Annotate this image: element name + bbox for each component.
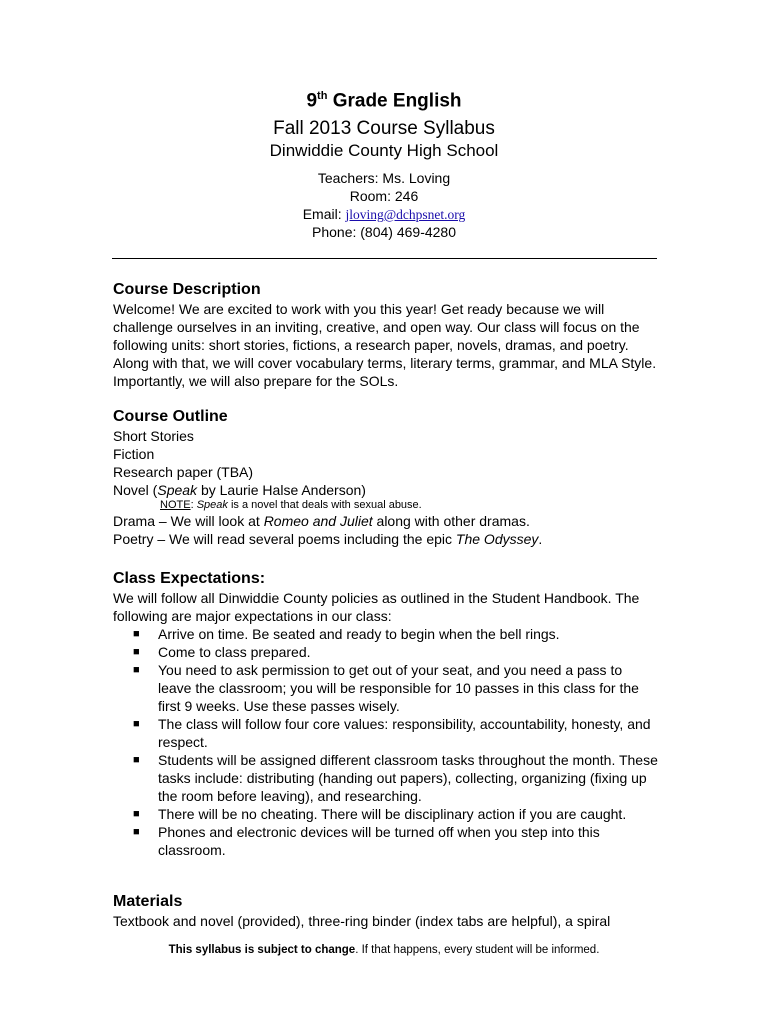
materials-text: Textbook and novel (provided), three-ring binder (index tabs are helpful), a spiral [113, 913, 611, 929]
room-line: Room: 246 [349, 188, 419, 204]
materials-heading: Materials [113, 893, 183, 910]
course-outline-section [113, 407, 658, 548]
footer-note: This syllabus is subject to change. If that happens, every student will be informed. [168, 944, 600, 956]
list-item: ■ Arrive on time. Be seated and ready to begin when the bell rings. [133, 626, 560, 642]
school-name: Dinwiddie County High School [269, 141, 499, 160]
outline-item: Short Stories [113, 428, 194, 444]
outline-item-drama: Drama – We will look at Romeo and Juliet along with other dramas. [113, 513, 530, 529]
outline-item: Research paper (TBA) [113, 464, 254, 480]
bullet-icon: ■ [133, 646, 140, 658]
teacher-line: Teachers: Ms. Loving [317, 170, 451, 186]
course-description-heading: Course Description [113, 281, 261, 298]
phone-line: Phone: (804) 469-4280 [312, 224, 456, 240]
bullet-icon: ■ [133, 826, 140, 838]
course-description-text: Welcome! We are excited to work with you this year! Get ready because we will challenge ourselves in an inviting, creative, and open way. Our class will focus on the following units: short stories, fictions, a research paper, novels, dramas, and poetry. Along with that, we will cover vocabulary terms, literary terms, grammar, and MLA Style. Importantly, we will also prepare for the SOLs. [113, 301, 657, 389]
class-expectations-section [113, 569, 658, 859]
course-outline-heading: Course Outline [113, 408, 228, 425]
list-item: ■ You need to ask permission to get out of your seat, and you need a pass to leave the classroom; you will be responsible for 10 passes in this class for the first 9 weeks. Use these passes wisely. [133, 662, 639, 714]
class-expectations-intro: We will follow all Dinwiddie County policies as outlined in the Student Handbook. The following are major expectations in our class: [113, 590, 640, 624]
email-line: Email: jloving@dchpsnet.org [302, 206, 466, 222]
page-title: 9th Grade English [306, 90, 462, 112]
header-divider [112, 258, 657, 259]
bullet-icon: ■ [133, 754, 140, 766]
outline-item: Fiction [113, 446, 155, 462]
page-subtitle: Fall 2013 Course Syllabus [273, 118, 495, 139]
list-item: ■ There will be no cheating. There will be disciplinary action if you are caught. [133, 806, 627, 822]
list-item: ■ The class will follow four core values: responsibility, accountability, honesty, and respect. [133, 716, 651, 750]
class-expectations-heading: Class Expectations: [113, 570, 266, 587]
list-item: ■ Come to class prepared. [133, 644, 311, 660]
bullet-icon: ■ [133, 628, 140, 640]
list-item: ■ Phones and electronic devices will be turned off when you step into this classroom. [133, 824, 600, 858]
expectations-list [113, 625, 658, 859]
bullet-icon: ■ [133, 808, 140, 820]
bullet-icon: ■ [133, 718, 140, 730]
novel-note: NOTE: Speak is a novel that deals with sexual abuse. [160, 499, 422, 511]
materials-section [113, 892, 658, 930]
outline-item-novel: Novel (Speak by Laurie Halse Anderson) [113, 482, 366, 498]
course-description-section [113, 280, 658, 390]
bullet-icon: ■ [133, 664, 140, 676]
list-item: ■ Students will be assigned different classroom tasks throughout the month. These tasks include: distributing (handing out papers), collecting, organizing (fixing up the room before leaving), and researching. [133, 752, 658, 804]
outline-item-poetry: Poetry – We will read several poems including the epic The Odyssey. [113, 531, 543, 547]
email-link[interactable]: jloving@dchpsnet.org [345, 207, 466, 222]
